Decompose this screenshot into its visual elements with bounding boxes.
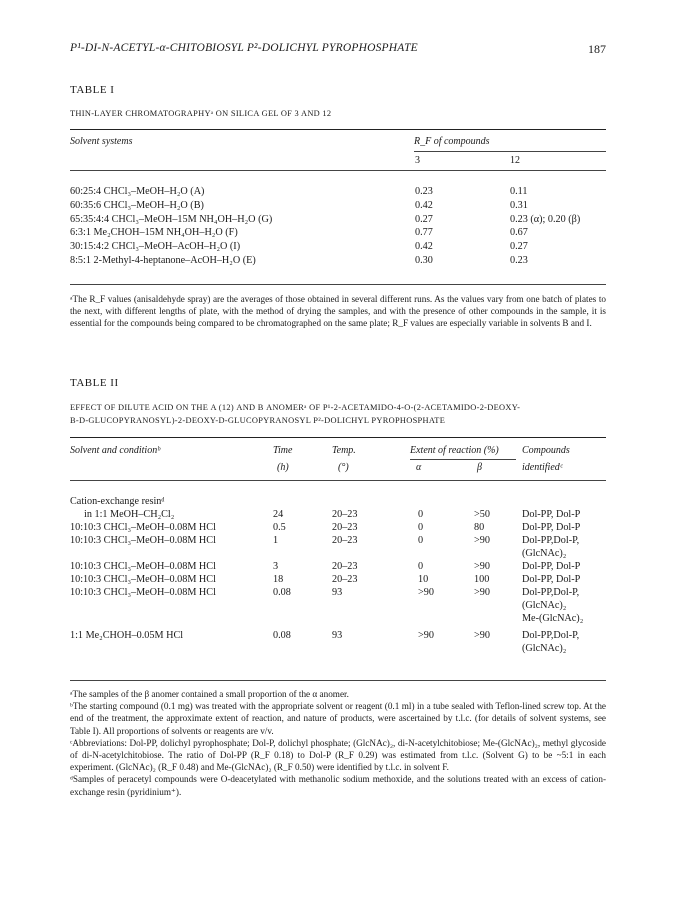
table2-cell-temp: 20–23 (332, 574, 358, 585)
table2-header-temp: Temp. (332, 445, 356, 456)
table1-cell-solvent: 60:35:6 CHCl₃–MeOH–H₂O (B) (70, 199, 204, 211)
table2-label: TABLE II (70, 377, 119, 389)
table2-cell-compound: Dol-PP, Dol-P (522, 522, 581, 533)
table1-cell-solvent: 60:25:4 CHCl₃–MeOH–H₂O (A) (70, 186, 205, 197)
table1-cell-c12: 0.27 (510, 241, 528, 253)
table2-cell-alpha: 0 (418, 535, 424, 546)
table2-cell-beta: >90 (474, 561, 490, 572)
table2-cell-beta: >90 (474, 587, 490, 598)
table1-cell-c3: 0.42 (415, 241, 433, 253)
table2-cell-temp: 20–23 (332, 522, 358, 533)
table2-header-extent: Extent of reaction (%) (410, 445, 499, 456)
table2-cell-alpha: 10 (418, 574, 429, 585)
table2-cell-solvent: Cation-exchange resinᵈ (70, 496, 165, 507)
table1-cell-c3: 0.42 (415, 199, 433, 211)
table2-cell-solvent: 10:10:3 CHCl₃–MeOH–0.08M HCl (70, 535, 216, 546)
table2-header-time: Time (273, 445, 293, 456)
table1-header-rule (70, 170, 606, 171)
table1-caption: THIN-LAYER CHROMATOGRAPHYᵃ ON SILICA GEL OF 3 AND 12 (70, 109, 332, 118)
table2-cell-compound: (GlcNAc)₂ (522, 548, 567, 559)
table2-cell-beta: 80 (474, 522, 485, 533)
table2-footnote-b: ᵇThe starting compound (0.1 mg) was treated with the appropriate solvent or reagent (0.1 ml) in a tube sealed with Teflon-lined screw top. At the end of the treatment, the approximate extent of reaction, and nature of products, were ascertained by t.l.c. (for details of solvent systems, see Table I). All proportions of solvents or reagents are v/v. (70, 701, 606, 736)
table1-bottom-rule (70, 284, 606, 285)
table1-cell-c12: 0.31 (510, 199, 528, 211)
table1-label: TABLE I (70, 84, 115, 96)
table2-cell-compound: Dol-PP, Dol-P (522, 574, 581, 585)
table1-cell-c12: 0.23 (α); 0.20 (β) (510, 213, 581, 225)
table2-header-rule (70, 480, 606, 481)
table1-rf-rule (414, 151, 606, 152)
table2-header-beta: β (477, 462, 482, 473)
table2-cell-time: 0.08 (273, 587, 291, 598)
table2-cell-temp: 20–23 (332, 535, 358, 546)
table2-cell-compound: (GlcNAc)₂ (522, 643, 567, 654)
table1-cell-solvent: 6:3:1 Me₂CHOH–15M NH₄OH–H₂O (F) (70, 227, 238, 239)
table2-cell-solvent: in 1:1 MeOH–CH₂Cl₂ (84, 509, 175, 520)
table2-cell-temp: 20–23 (332, 561, 358, 572)
table2-cell-compound: Dol-PP, Dol-P (522, 509, 581, 520)
table2-cell-beta: 100 (474, 574, 490, 585)
table2-cell-compound: (GlcNAc)₂ (522, 600, 567, 611)
table2-cell-compound: Dol-PP, Dol-P (522, 561, 581, 572)
table2-cell-time: 3 (273, 561, 279, 572)
table2-cell-beta: >90 (474, 630, 490, 641)
table2-cell-beta: >90 (474, 535, 490, 546)
table2-cell-compound: Dol-PP,Dol-P, (522, 535, 580, 546)
table2-cell-alpha: 0 (418, 522, 424, 533)
table2-extent-rule (410, 459, 516, 460)
table2-cell-time: 24 (273, 509, 284, 520)
table2-bottom-rule (70, 680, 606, 681)
table1-header-c3: 3 (415, 155, 420, 166)
table1-cell-solvent: 30:15:4:2 CHCl₃–MeOH–AcOH–H₂O (I) (70, 241, 241, 253)
table2-header-solvent: Solvent and conditionᵇ (70, 445, 160, 456)
table2-cell-time: 0.08 (273, 630, 291, 641)
table2-header-temp-unit: (°) (338, 462, 349, 473)
table1-header-c12: 12 (510, 155, 520, 166)
table1-cell-c3: 0.77 (415, 227, 433, 239)
table2-top-rule (70, 437, 606, 438)
table2-cell-alpha: >90 (418, 587, 434, 598)
table2-caption-line2: Β-D-GLUCOPYRANOSYL)-2-DEOXY-D-GLUCOPYRANOSYL P²-DOLICHYL PYROPHOSPHATE (70, 416, 446, 425)
table2-cell-alpha: >90 (418, 630, 434, 641)
table2-cell-beta: >50 (474, 509, 490, 520)
table2-footnotes (70, 688, 606, 798)
running-head (70, 42, 606, 58)
table2-cell-temp: 93 (332, 630, 343, 641)
table2-header-alpha: α (416, 462, 422, 473)
table1-cell-c12: 0.23 (510, 255, 528, 266)
table2-cell-temp: 93 (332, 587, 343, 598)
table2-cell-time: 18 (273, 574, 284, 585)
table1-cell-c3: 0.23 (415, 186, 433, 197)
table2-cell-alpha: 0 (418, 509, 424, 520)
page-number: 187 (588, 42, 606, 56)
table2-cell-compound: Dol-PP,Dol-P, (522, 587, 580, 598)
table1-cell-c12: 0.11 (510, 186, 528, 197)
table2-footnote-d: ᵈSamples of peracetyl compounds were O-deacetylated with methanolic sodium methoxide, and the solutions treated with an excess of cation-exchange resin (pyridinium⁺). (70, 774, 606, 797)
table1-header-rf: R_F of compounds (414, 136, 490, 147)
table2-footnote-a: ᵃThe samples of the β anomer contained a small proportion of the α anomer. (70, 689, 349, 699)
table2-caption-line1: EFFECT OF DILUTE ACID ON THE Α (12) AND Β ANOMERᵃ OF P¹-2-ACETAMIDO-4-O-(2-ACETAMIDO-2-DEOXY- (70, 403, 521, 412)
table1-header-solvent: Solvent systems (70, 136, 133, 147)
table2-footnote-c: ᶜAbbreviations: Dol-PP, dolichyl pyrophosphate; Dol-P, dolichyl phosphate; (GlcNAc)₂, di-N-acetylchitobiose; Me-(GlcNAc)₂, methyl glycoside of di-N-acetylchitobiose. The ratio of Dol-PP (R_F 0.18) to Dol-P (R_F 0.29) was estimated from t.l.c. (Solvent G) to be ~5:1 in each experiment. (GlcNAc)₂ (R_F 0.48) and Me-(GlcNAc)₂ (R_F 0.50) were identified by t.l.c. in solvent F. (70, 737, 606, 773)
table2-cell-solvent: 10:10:3 CHCl₃–MeOH–0.08M HCl (70, 561, 216, 572)
table1-top-rule (70, 129, 606, 130)
table2-cell-time: 1 (273, 535, 279, 546)
table2-header-time-unit: (h) (277, 462, 289, 473)
table2-cell-solvent: 1:1 Me₂CHOH–0.05M HCl (70, 630, 184, 641)
table2-cell-compound: Dol-PP,Dol-P, (522, 630, 580, 641)
table2-cell-compound: Me-(GlcNAc)₂ (522, 613, 584, 624)
running-head-title: P¹-DI-N-ACETYL-α-CHITOBIOSYL P²-DOLICHYL PYROPHOSPHATE (70, 42, 418, 54)
table2-cell-temp: 20–23 (332, 509, 358, 520)
table2-cell-time: 0.5 (273, 522, 286, 533)
table1-cell-c3: 0.27 (415, 213, 433, 225)
table1-cell-solvent: 8:5:1 2-Methyl-4-heptanone–AcOH–H₂O (E) (70, 255, 256, 266)
table1-cell-c12: 0.67 (510, 227, 528, 239)
table2-cell-solvent: 10:10:3 CHCl₃–MeOH–0.08M HCl (70, 587, 216, 598)
table1-cell-c3: 0.30 (415, 255, 433, 266)
table2-header-identified: identifiedᶜ (522, 462, 563, 473)
table1-footnote: ᵃThe R_F values (anisaldehyde spray) are the averages of those obtained in several different runs. As the values vary from one batch of plates to the next, with different lengths of plate, with the method of drying the samples, and with the presence of other compounds in the sample, it is essential for the compounds being compared to be chromatographed on the same plate; R_F values are especially variable in solvents B and I. (70, 294, 606, 329)
table2-header-compounds: Compounds (522, 445, 570, 456)
table2-cell-solvent: 10:10:3 CHCl₃–MeOH–0.08M HCl (70, 574, 216, 585)
table2-cell-solvent: 10:10:3 CHCl₃–MeOH–0.08M HCl (70, 522, 216, 533)
table2-cell-alpha: 0 (418, 561, 424, 572)
table1-cell-solvent: 65:35:4:4 CHCl₃–MeOH–15M NH₄OH–H₂O (G) (70, 213, 273, 225)
